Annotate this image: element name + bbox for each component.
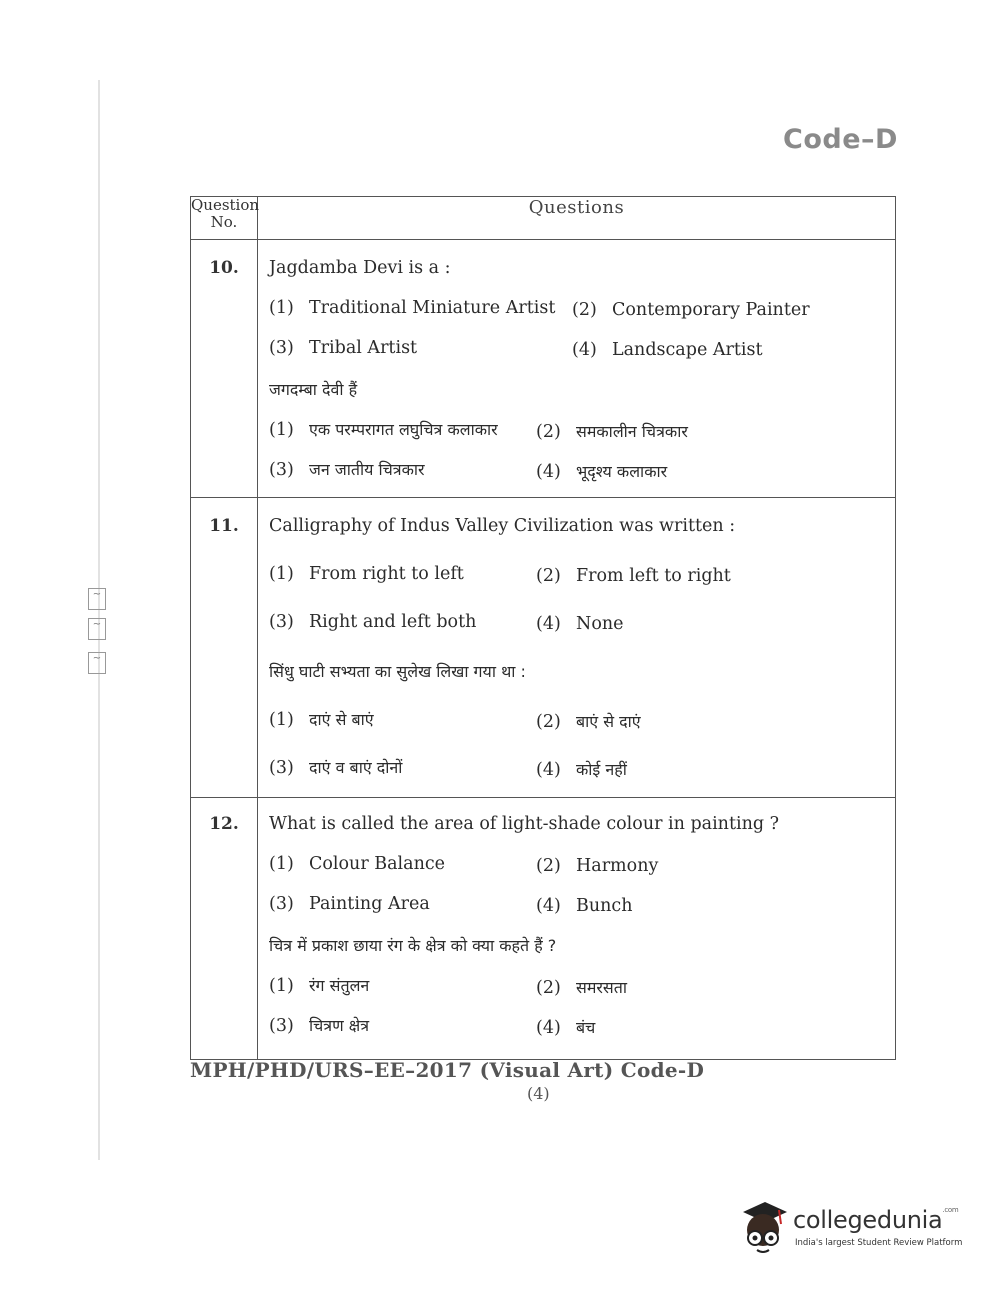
option-3-hi: (3) जन जातीय चित्रकार	[269, 460, 425, 480]
question-stem-hi: चित्र में प्रकाश छाया रंग के क्षेत्र को क्या कहते हैं ?	[269, 936, 557, 955]
option-3-hi: (3) चित्रण क्षेत्र	[269, 1016, 370, 1036]
option-3-en: (3) Right and left both	[269, 612, 477, 632]
question-row	[191, 498, 896, 798]
option-4-hi: (4) बंच	[536, 1018, 596, 1038]
option-4-en: (4) None	[536, 614, 624, 634]
question-stem-en: What is called the area of light-shade colour in painting ?	[269, 814, 779, 834]
mascot-icon	[735, 1198, 791, 1258]
page-number: (4)	[527, 1084, 550, 1103]
option-2-hi: (2) समरसता	[536, 978, 628, 998]
option-3-en: (3) Tribal Artist	[269, 338, 418, 358]
option-3-hi: (3) दाएं व बाएं दोनों	[269, 758, 403, 778]
option-2-en: (2) Harmony	[536, 856, 659, 876]
question-number: 12.	[191, 798, 258, 1060]
option-4-hi: (4) कोई नहीं	[536, 760, 627, 780]
option-2-en: (2) From left to right	[536, 566, 731, 586]
option-1-hi: (1) दाएं से बाएं	[269, 710, 374, 730]
question-stem-hi: सिंधु घाटी सभ्यता का सुलेख लिखा गया था :	[269, 662, 526, 681]
option-1-hi: (1) रंग संतुलन	[269, 976, 370, 996]
paper-code: Code–D	[783, 124, 898, 155]
question-stem-hi: जगदम्बा देवी हैं	[269, 380, 358, 399]
question-stem-en: Jagdamba Devi is a :	[269, 258, 451, 278]
margin-stamp-mark: ~	[88, 588, 106, 610]
option-2-hi: (2) बाएं से दाएं	[536, 712, 641, 732]
margin-stamp-mark: ~	[88, 618, 106, 640]
option-3-en: (3) Painting Area	[269, 894, 430, 914]
collegedunia-logo[interactable]	[735, 1198, 965, 1264]
question-stem-en: Calligraphy of Indus Valley Civilization was written :	[269, 516, 736, 536]
question-number: 10.	[191, 240, 258, 498]
margin-stamp-mark: ~	[88, 652, 106, 674]
question-body	[258, 240, 896, 498]
option-1-en: (1) Traditional Miniature Artist	[269, 298, 556, 318]
option-1-en: (1) Colour Balance	[269, 854, 446, 874]
option-1-en: (1) From right to left	[269, 564, 464, 584]
option-4-en: (4) Landscape Artist	[572, 340, 763, 360]
option-2-en: (2) Contemporary Painter	[572, 300, 810, 320]
option-4-hi: (4) भूदृश्य कलाकार	[536, 462, 668, 482]
question-body	[258, 798, 896, 1060]
question-number-header: Question No.	[191, 197, 258, 240]
logo-tagline: India's largest Student Review Platform	[795, 1238, 963, 1248]
question-body	[258, 498, 896, 798]
logo-wordmark: collegedunia$^{.com}$	[793, 1206, 959, 1234]
question-row	[191, 240, 896, 498]
question-number: 11.	[191, 498, 258, 798]
footer-paper-code: MPH/PHD/URS–EE–2017 (Visual Art) Code-D	[190, 1058, 705, 1082]
option-1-hi: (1) एक परम्परागत लघुचित्र कलाकार	[269, 420, 498, 440]
option-2-hi: (2) समकालीन चित्रकार	[536, 422, 688, 442]
question-row	[191, 798, 896, 1060]
question-table	[190, 196, 896, 1060]
questions-header: Questions	[258, 197, 896, 240]
option-4-en: (4) Bunch	[536, 896, 633, 916]
table-header-row	[191, 197, 896, 240]
